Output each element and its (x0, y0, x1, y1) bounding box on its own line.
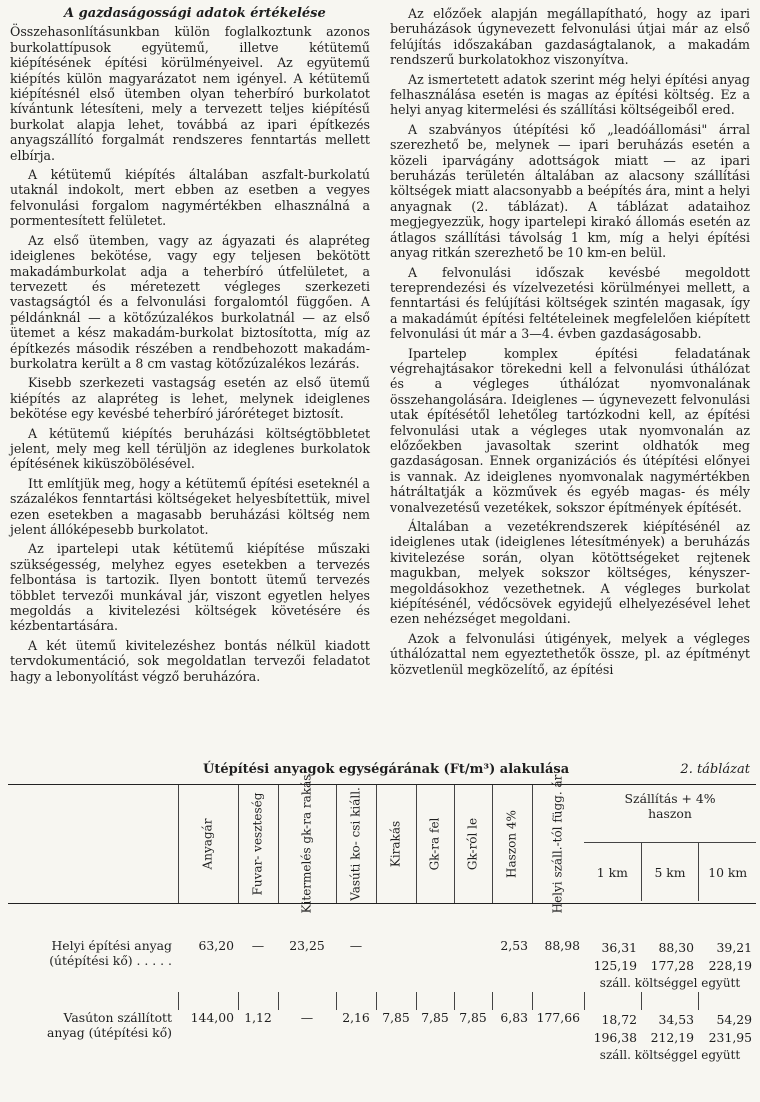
shipping-total-cell: 231,95 (708, 1029, 753, 1045)
shipping-total-cell: 177,28 (650, 957, 694, 973)
paragraph: Az előzőek alapján megállapítható, hogy az ipari beruházások úgynevezett felvonulási útjai már az első felújítás időszakában gazdaságtalanok, a makadám rendszerű burkolatokhoz viszonyítva. (390, 6, 750, 68)
column-header: Fuvar- veszteség (238, 785, 278, 904)
table-number: 2. táblázat (680, 762, 750, 777)
table-row (8, 904, 756, 957)
shipping-total-cell: 212,19 (650, 1029, 694, 1045)
left-column (10, 6, 370, 688)
table-cell: 6,83 (500, 1010, 528, 1025)
paragraph: A kétütemű kiépítés beruházási költségtöbbletet jelent, mely meg kell térüljön az ideglenes burkolatok építésének kiküszöbölésével. (10, 425, 370, 472)
distance-header: 10 km (698, 843, 756, 901)
shipping-total-cell: 196,38 (593, 1029, 637, 1045)
shipping-cell: 88,30 (658, 939, 694, 955)
shipping-note: száll. költséggel együtt (599, 1048, 741, 1062)
shipping-note: száll. költséggel együtt (599, 976, 741, 990)
shipping-total-cell: 125,19 (593, 957, 637, 973)
section-heading: A gazdaságossági adatok értékelése (64, 6, 326, 21)
table-cell (416, 904, 454, 993)
paragraph: Általában a vezetékrendszerek kiépítésénél az ideiglenes utak (ideiglenes létesítmények) a beruházás kivitelezése során, olyan kötöttségeket rejtenek magukban, melyek sokszor költséges, kényszer-megoldásokhoz vezethetnek. A végleges burkolat kiépítésénél, védőcsövek egyidejű elhelyezésével lehet ezen nehézséget megoldani. (390, 519, 750, 627)
row-label: Vasúton szállított anyag (útépítési kő) (46, 1010, 172, 1040)
column-header: Gk-ról le (454, 785, 492, 904)
shipping-header: Szállítás + 4% haszon 1 km 5 km 10 km (584, 785, 756, 904)
table-cell: 23,25 (289, 938, 325, 953)
paragraph: Az ipartelepi utak kétütemű kiépítése műszaki szükségesség, melyhez egyes esetekben a tervezés felbontása is tartozik. Ilyen bontott ütemű tervezés többlet tervezői munkával jár, viszont egyetlen helyes megoldás a kivitelezési költségek követésére és kézbentartására. (10, 541, 370, 634)
paragraph: A felvonulási időszak kevésbé megoldott tereprendezési és vízelvezetési körülményei mellett, a fenntartási és felújítási költségek szintén magasak, így a makadámút építési feltételeinek megfelelően kiépített felvonulási út már a 3—4. évben gazdaságosabb. (390, 264, 750, 342)
shipping-total-cell: 228,19 (708, 957, 753, 973)
paragraph: Ipartelep komplex építési feladatának végrehajtásakor törekedni kell a felvonulási úthálózat és a végleges úthálózat nyomvonalának összehangolására. Ideiglenes — úgynevezett felvonulási utak építésétől lehetőleg tartózkodni kell, az építési felvonulási utak a végleges utak nyomvonalán az előzőekben javasoltak szerint oldhatók meg gazdaságosan. Ennek organizációs és útépítési előnyei is vannak. Az ideiglenes nyomvonalak nagymértékben hátráltatják a közművek és egyéb magas- és mély vonalvezetésű vezetékek, sokszor építmények építését. (390, 345, 750, 515)
table-cell: — (300, 1010, 314, 1025)
paragraph: Az ismertetett adatok szerint még helyi építési anyag felhasználása esetén is magas az építési költség. Ez a helyi anyag kitermelési és szállítási költségeiből ered. (390, 71, 750, 118)
table-cell: 7,85 (421, 1010, 449, 1025)
price-table-block (8, 762, 756, 1064)
table-title: Útépítési anyagok egységárának (Ft/m³) alakulása (203, 762, 570, 777)
shipping-cell: 39,21 (716, 939, 753, 955)
column-header: Vasúti ko- csi kiáll. (336, 785, 376, 904)
paragraph: A szabványos útépítési kő „leadóállomási" árral szerezhető be, melynek — ipari beruházás esetén a közeli iparvágány adottságok miatt — az ipari beruházás területén általában az alacsony szállítási költségek miatt alacsonyabb a beépítés ára, mint a helyi anyagnak (2. táblázat). A táblázat adataihoz megjegyezzük, hogy ipartelepi kirakó állomás esetén az átlagos szállítási távolság 1 km, míg a helyi építési anyag ritkán szerezhető be 10 km-en belül. (390, 121, 750, 261)
row-label-header (8, 785, 178, 904)
column-header: Helyi száll.-tól függ. ár (532, 785, 584, 904)
row-label: Helyi építési anyag (útépítési kő) . . . . . (49, 938, 172, 968)
paragraph: Kisebb szerkezeti vastagság esetén az első ütemű kiépítés az alapréteg is lehet, melynek ideiglenes bekötése egy kevésbé teherbíró járóréteget biztosít. (10, 375, 370, 422)
table-cell: 88,98 (544, 938, 580, 953)
shipping-cell: 36,31 (601, 939, 637, 955)
shipping-cell: 54,29 (716, 1011, 753, 1027)
table-spacer (8, 992, 756, 1010)
column-header: Haszon 4% (492, 785, 532, 904)
table-cell: — (349, 938, 363, 953)
paragraph: Itt említjük meg, hogy a kétütemű építési eseteknél a százalékos fenntartási költségeket helyesbítettük, mivel ezen esetekben a magasabb beruházási költség nem jelent állóképesebb burkolatot. (10, 475, 370, 537)
column-header: Kirakás (376, 785, 416, 904)
paragraph: Azok a felvonulási útigények, melyek a végleges úthálózattal nem egyeztethetők össze, pl. az építményt közvetlenül megközelítő, az építési (390, 630, 750, 677)
table-cell: 1,12 (244, 1010, 272, 1025)
price-table (8, 774, 756, 1064)
shipping-cell: 34,53 (658, 1011, 694, 1027)
paragraph: Az első ütemben, vagy az ágyazati és alapréteg ideiglenes bekötése, vagy egy teljesen bekötött makadámburkolat adja a teherbíró útfelületet, a tervezett és méretezett végleges szerkezeti vastagságtól és a felvonulási forgalomtól függően. A példánknál — a kötőzúzalékos burkolatnál — az első ütemet a kész makadám-burkolat biztosította, míg az építkezés második részében a rendbehozott makadám-burkolatra került a 8 cm vastag kötőzúzalékos lezárás. (10, 232, 370, 371)
table-cell: — (251, 938, 265, 953)
paragraph: Összehasonlításunkban külön foglalkoztunk azonos burkolattípusok együtemű, illetve kétütemű kiépítésének építési körülményeivel. Az együtemű kiépítés külön magyarázatot nem igényel. A kétütemű kiépítésnél első ütemben olyan teherbíró burkolatot kívántunk létesíteni, mely a tervezett teljes kiépítésű burkolat alapja lehet, továbbá az ipari építkezés anyagszállító forgalmát rendszeres fenntartás mellett elbírja. (10, 24, 370, 163)
table-row (8, 1010, 756, 1028)
shipping-cell: 18,72 (601, 1011, 637, 1027)
column-header: Kitermelés gk-ra rakás (278, 785, 336, 904)
table-cell: 7,85 (459, 1010, 487, 1025)
table-cell (376, 904, 416, 993)
column-header: Gk-ra fel (416, 785, 454, 904)
column-header: Anyagár (178, 785, 238, 904)
table-cell: 2,16 (342, 1010, 370, 1025)
table-cell: 144,00 (190, 1010, 234, 1025)
distance-header: 1 km (596, 864, 628, 880)
paragraph: A kétütemű kiépítés általában aszfalt-burkolatú utaknál indokolt, mert ebben az esetben a vegyes felvonulási forgalom nagymértékben elhasználná a pormentesített felületet. (10, 167, 370, 229)
table-cell: 2,53 (500, 938, 528, 953)
table-cell: 177,66 (536, 1010, 580, 1025)
right-column (390, 6, 750, 681)
table-cell: 63,20 (198, 938, 234, 953)
distance-header: 5 km (641, 843, 699, 901)
table-cell: 7,85 (382, 1010, 410, 1025)
table-cell (454, 904, 492, 993)
paragraph: A két ütemű kivitelezéshez bontás nélkül kiadott tervdokumentáció, sok megoldatlan tervezői feladatot hagy a lebonyolítást végző beruházóra. (10, 637, 370, 684)
